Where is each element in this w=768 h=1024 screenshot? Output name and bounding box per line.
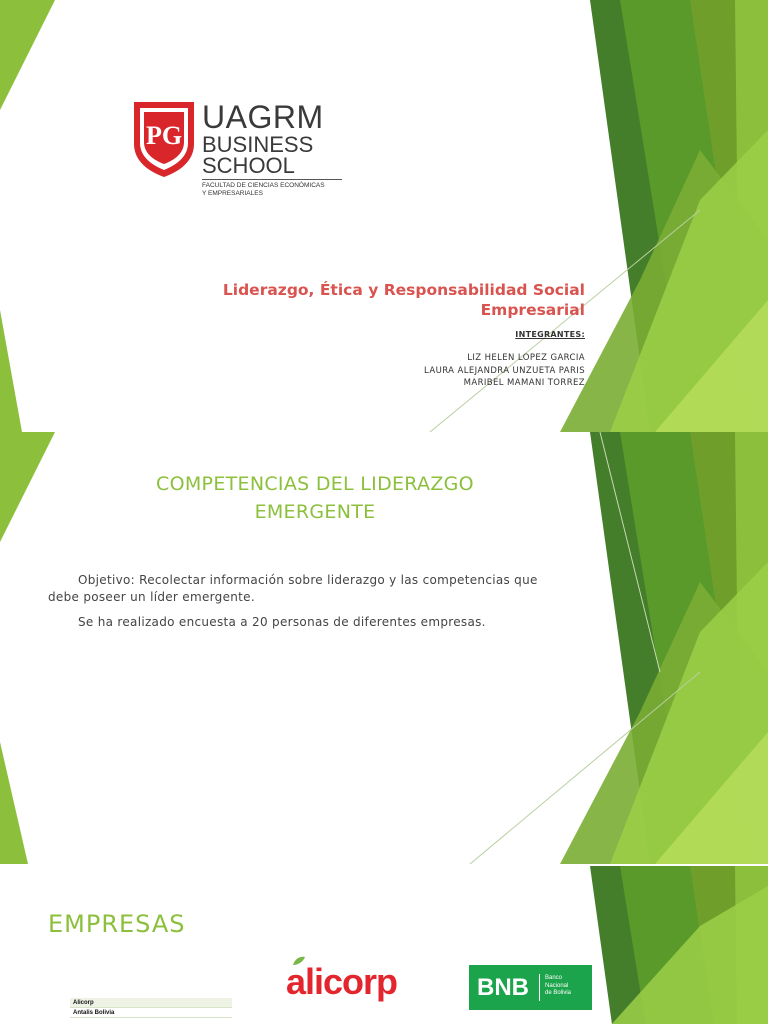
integrantes-label: INTEGRANTES:	[515, 330, 585, 339]
slide-competencias	[0, 432, 768, 864]
presentation-title	[180, 280, 585, 320]
slide-body	[48, 572, 568, 639]
alicorp-logo	[286, 962, 426, 1004]
presentation-title-line2: Empresarial	[480, 301, 585, 319]
survey-text: Se ha realizado encuesta a 20 personas de diferentes empresas.	[78, 615, 486, 629]
bnb-logo	[469, 965, 592, 1010]
logo-subtitle	[202, 134, 342, 176]
presentation-title-line1: Liderazgo, Ética y Responsabilidad Social	[222, 281, 585, 299]
logo-subtitle-line1: BUSINESS	[202, 132, 314, 157]
slide-heading-line1: COMPETENCIAS DEL LIDERAZGO	[156, 473, 474, 495]
alicorp-logo-text: alicorp	[286, 961, 398, 1002]
logo-subtitle-line2: SCHOOL	[202, 153, 295, 178]
logo-name: UAGRM	[202, 99, 324, 135]
bnb-divider	[539, 974, 540, 1001]
slide-title	[0, 0, 768, 432]
slide-heading	[120, 470, 510, 526]
shield-icon	[132, 100, 196, 178]
logo-emblem-text: PG	[145, 121, 183, 150]
bnb-logo-text: BNB	[477, 974, 529, 1001]
objective-text: Objetivo: Recolectar información sobre liderazgo y las competencias que debe poseer un líder emergente.	[48, 573, 538, 604]
logo-faculty-line2: Y EMPRESARIALES	[202, 189, 263, 197]
uagrm-logo	[132, 100, 332, 200]
slide-heading: EMPRESAS	[48, 910, 186, 938]
table-row: Antalis Bolivia	[70, 1008, 232, 1018]
slide-heading-line2: EMERGENTE	[254, 501, 376, 523]
slide-empresas	[0, 866, 768, 1024]
member-item: MARIBEL MAMANI TORREZ	[463, 378, 585, 388]
member-item: LAURA ALEJANDRA UNZUETA PARIS	[424, 365, 585, 376]
bnb-sub-line3: de Bolivia	[545, 990, 572, 996]
bnb-sub-line1: Banco	[545, 975, 563, 981]
table-row: Alicorp	[70, 998, 232, 1008]
logo-faculty	[202, 179, 342, 197]
bnb-logo-subtitle	[545, 975, 590, 998]
logo-faculty-line1: FACULTAD DE CIENCIAS ECONÓMICAS	[202, 182, 325, 189]
companies-table	[70, 998, 232, 1018]
members-list	[330, 352, 585, 390]
bnb-sub-line2: Nacional	[545, 982, 569, 989]
member-item: LIZ HELEN LOPEZ GARCIA	[467, 353, 585, 363]
